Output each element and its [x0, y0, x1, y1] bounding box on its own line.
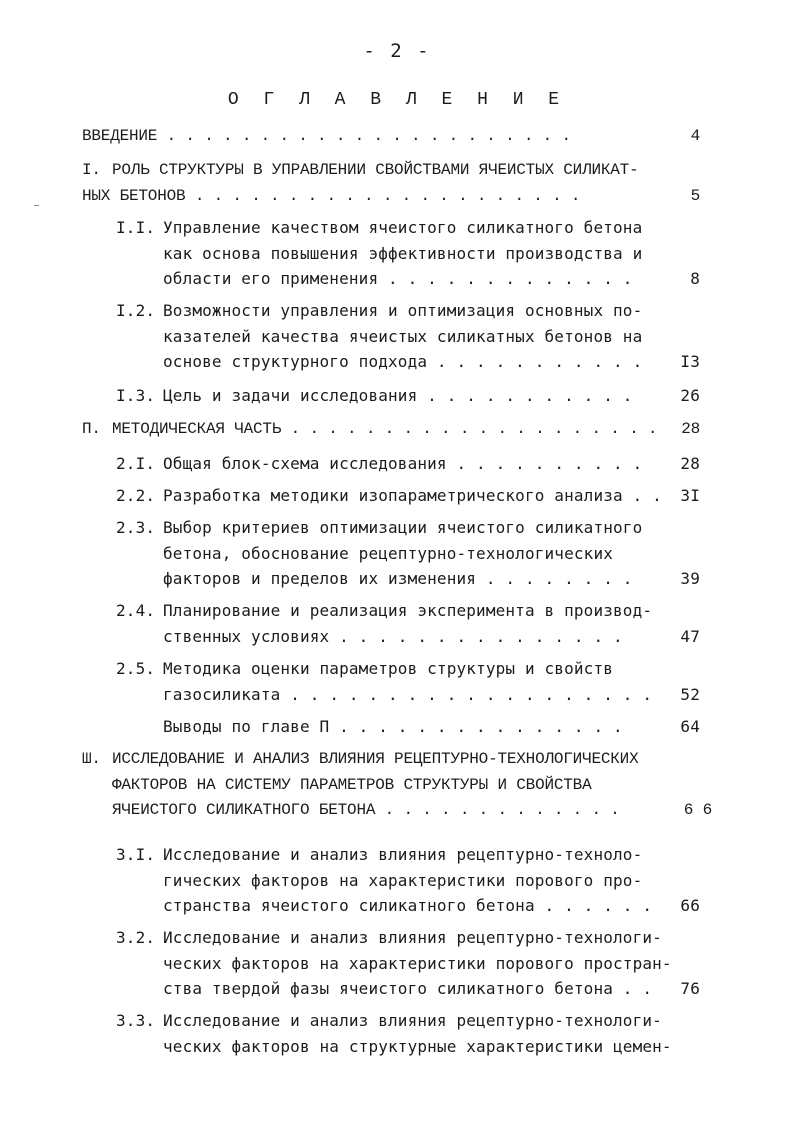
toc-entry-number: П.: [82, 420, 101, 438]
toc-entry-text-line: бетона, обоснование рецептурно-технологических: [163, 543, 614, 563]
toc-entry: [116, 451, 700, 477]
toc-entry-text-line: Выводы по главе П: [163, 717, 330, 736]
leader-dots: . . . . . . . . . . .: [427, 352, 643, 371]
toc-entry-text-line: ФАКТОРОВ НА СИСТЕМУ ПАРАМЕТРОВ СТРУКТУРЫ И СВОЙСТВА: [112, 775, 592, 794]
toc-page-number: 47: [680, 626, 700, 646]
leader-dots: . . . . . . . . . . . . . . .: [329, 717, 623, 736]
toc-entry-text-line: основе структурного подхода: [163, 352, 428, 371]
toc-entry-number: 2.3.: [116, 518, 156, 537]
toc-entry-text-line: РОЛЬ СТРУКТУРЫ В УПРАВЛЕНИИ СВОЙСТВАМИ ЯЧЕИСТЫХ СИЛИКАТ-: [112, 161, 639, 179]
leader-dots: . . . . . . . . . . .: [417, 386, 633, 405]
toc-entry: [116, 483, 700, 509]
toc-entry-number: 2.2.: [116, 486, 156, 505]
leader-dots: . .: [622, 486, 662, 505]
toc-entry-last-line: [112, 417, 700, 443]
leader-dots: . . . . . . . . . . . . . . . . . . . .: [281, 420, 658, 438]
toc-entry-text-line: Исследование и анализ влияния рецептурно-технологи-: [163, 928, 662, 947]
toc-entry-text-line: Общая блок-схема исследования: [163, 454, 447, 473]
leader-dots: . . . . . . . . . . . . . . . . . . .: [280, 684, 653, 704]
leader-dots: . . . . . .: [534, 896, 653, 915]
toc-entry-number: I.3.: [116, 386, 156, 405]
toc-entry: [82, 747, 712, 824]
toc-entry-last-line: [163, 682, 700, 708]
toc-entry-text-line: казателей качества ячеистых силикатных бетонов на: [163, 326, 643, 346]
toc-entry: [116, 515, 700, 592]
toc-entry-text-line: ЯЧЕИСТОГО СИЛИКАТНОГО БЕТОНА: [112, 801, 376, 819]
leader-dots: . .: [613, 979, 653, 998]
toc-entry-number: 3.3.: [116, 1011, 156, 1030]
leader-dots: . . . . . . . . . . . . .: [375, 801, 620, 819]
toc-entry-number: 2.5.: [116, 659, 156, 678]
toc-entry-number: 2.I.: [116, 454, 156, 473]
toc-entry: [116, 656, 700, 707]
toc-entry-text-line: Исследование и анализ влияния рецептурно-техноло-: [163, 845, 643, 864]
leader-dots: . . . . . . . . . . . . . . . . . . . . . .: [157, 127, 571, 145]
toc-entry-text-line: Разработка методики изопараметрического анализа: [163, 486, 623, 505]
toc-page-number: 4: [690, 127, 700, 145]
toc-entry-last-line: [163, 451, 700, 477]
leader-dots: . . . . . . . . . .: [446, 454, 643, 473]
toc-entry-last-line: [112, 798, 712, 824]
toc-entry: [116, 925, 700, 1002]
toc-page-number: 76: [680, 979, 700, 998]
toc-entry-last-line: [82, 124, 700, 150]
toc-entry: [82, 417, 700, 443]
toc-entry: [116, 383, 700, 409]
toc-entry-text-line: как основа повышения эффективности производства и: [163, 243, 643, 263]
toc-entry-text-line: Цель и задачи исследования: [163, 386, 418, 405]
toc-page-number: 26: [680, 386, 700, 405]
toc-entry-number: I.: [82, 161, 101, 179]
toc-page-number: 52: [680, 684, 700, 704]
leader-dots: . . . . . . . . . . . . . . .: [329, 626, 623, 646]
page-title: О Г Л А В Л Е Н И Е: [227, 90, 567, 110]
toc-entry-number: 3.2.: [116, 928, 156, 947]
toc-page-number: 64: [680, 717, 700, 736]
toc-entry: [116, 298, 700, 375]
toc-entry-text-line: МЕТОДИЧЕСКАЯ ЧАСТЬ: [112, 420, 282, 438]
toc-entry: [82, 124, 700, 150]
toc-entry-text-line: ческих факторов на характеристики порового простран-: [163, 953, 672, 973]
toc-entry-text-line: ВВЕДЕНИЕ: [82, 127, 158, 145]
toc-entry-text-line: ИССЛЕДОВАНИЕ И АНАЛИЗ ВЛИЯНИЯ РЕЦЕПТУРНО-ТЕХНОЛОГИЧЕСКИХ: [112, 750, 639, 768]
toc-entry-last-line: [163, 893, 700, 919]
toc-entry-text-line: ственных условиях: [163, 626, 330, 646]
toc-entry: [116, 842, 700, 919]
toc-entry-text-line: Выбор критериев оптимизации ячеистого силикатного: [163, 518, 643, 537]
page-number: - 2 -: [363, 40, 431, 62]
toc-page-number: 3I: [680, 486, 700, 505]
toc-entry-number: Ш.: [82, 750, 101, 768]
toc-entry-last-line: [163, 566, 700, 592]
toc-entry-last-line: [163, 624, 700, 650]
toc-entry-text-line: Методика оценки параметров структуры и свойств: [163, 659, 614, 678]
toc-entry: [116, 598, 700, 649]
toc-entry-text-line: гических факторов на характеристики порового про-: [163, 870, 643, 890]
toc-page-number: I3: [680, 352, 700, 371]
scan-mark: [34, 205, 39, 206]
toc-page-number: 66: [680, 896, 700, 915]
toc-entry: [116, 215, 700, 292]
toc-entry-text-line: НЫХ БЕТОНОВ: [82, 186, 186, 205]
toc-entry-number: 3.I.: [116, 845, 156, 864]
toc-entry-number: 2.4.: [116, 601, 156, 620]
toc-page-number: 8: [690, 269, 700, 288]
toc-entry-number: I.I.: [116, 218, 156, 237]
toc-entry: [116, 1008, 700, 1059]
toc-entry-text-line: Планирование и реализация эксперимента в производ-: [163, 601, 653, 620]
toc-entry-text-line: ства твердой фазы ячеистого силикатного бетона: [163, 979, 614, 998]
toc-entry-last-line: [163, 976, 700, 1002]
toc-entry-number: I.2.: [116, 301, 156, 320]
toc-entry-text-line: газосиликата: [163, 684, 281, 704]
toc-entry-text-line: области его применения: [163, 269, 379, 288]
toc-page-number: 28: [680, 454, 700, 473]
toc-entry-last-line: [163, 349, 700, 375]
toc-entry-last-line: [163, 383, 700, 409]
toc-entry-text-line: факторов и пределов их изменения: [163, 569, 477, 588]
toc-entry-last-line: [82, 184, 700, 210]
toc-page-number: 28: [681, 420, 700, 438]
leader-dots: . . . . . . . . . . . . .: [378, 269, 633, 288]
toc-page-number: 39: [680, 569, 700, 588]
toc-entry-last-line: [163, 483, 700, 509]
toc-entry-text-line: Возможности управления и оптимизация основных по-: [163, 301, 643, 320]
toc-entry-text-line: Управление качеством ячеистого силикатного бетона: [163, 218, 643, 237]
toc-entry: [82, 158, 700, 209]
toc-entry-last-line: [163, 266, 700, 292]
toc-entry: [163, 714, 700, 740]
leader-dots: . . . . . . . . . . . . . . . . . . . . .: [185, 186, 581, 205]
toc-entry-text-line: странства ячеистого силикатного бетона: [163, 896, 535, 915]
toc-entry-text-line: Исследование и анализ влияния рецептурно-технологи-: [163, 1011, 662, 1030]
leader-dots: . . . . . . . .: [476, 569, 633, 588]
toc-page-number: 6 6: [683, 801, 712, 819]
toc-entry-last-line: [163, 714, 700, 740]
toc-page-number: 5: [690, 186, 700, 205]
toc-entry-text-line: ческих факторов на структурные характеристики цемен-: [163, 1036, 672, 1056]
